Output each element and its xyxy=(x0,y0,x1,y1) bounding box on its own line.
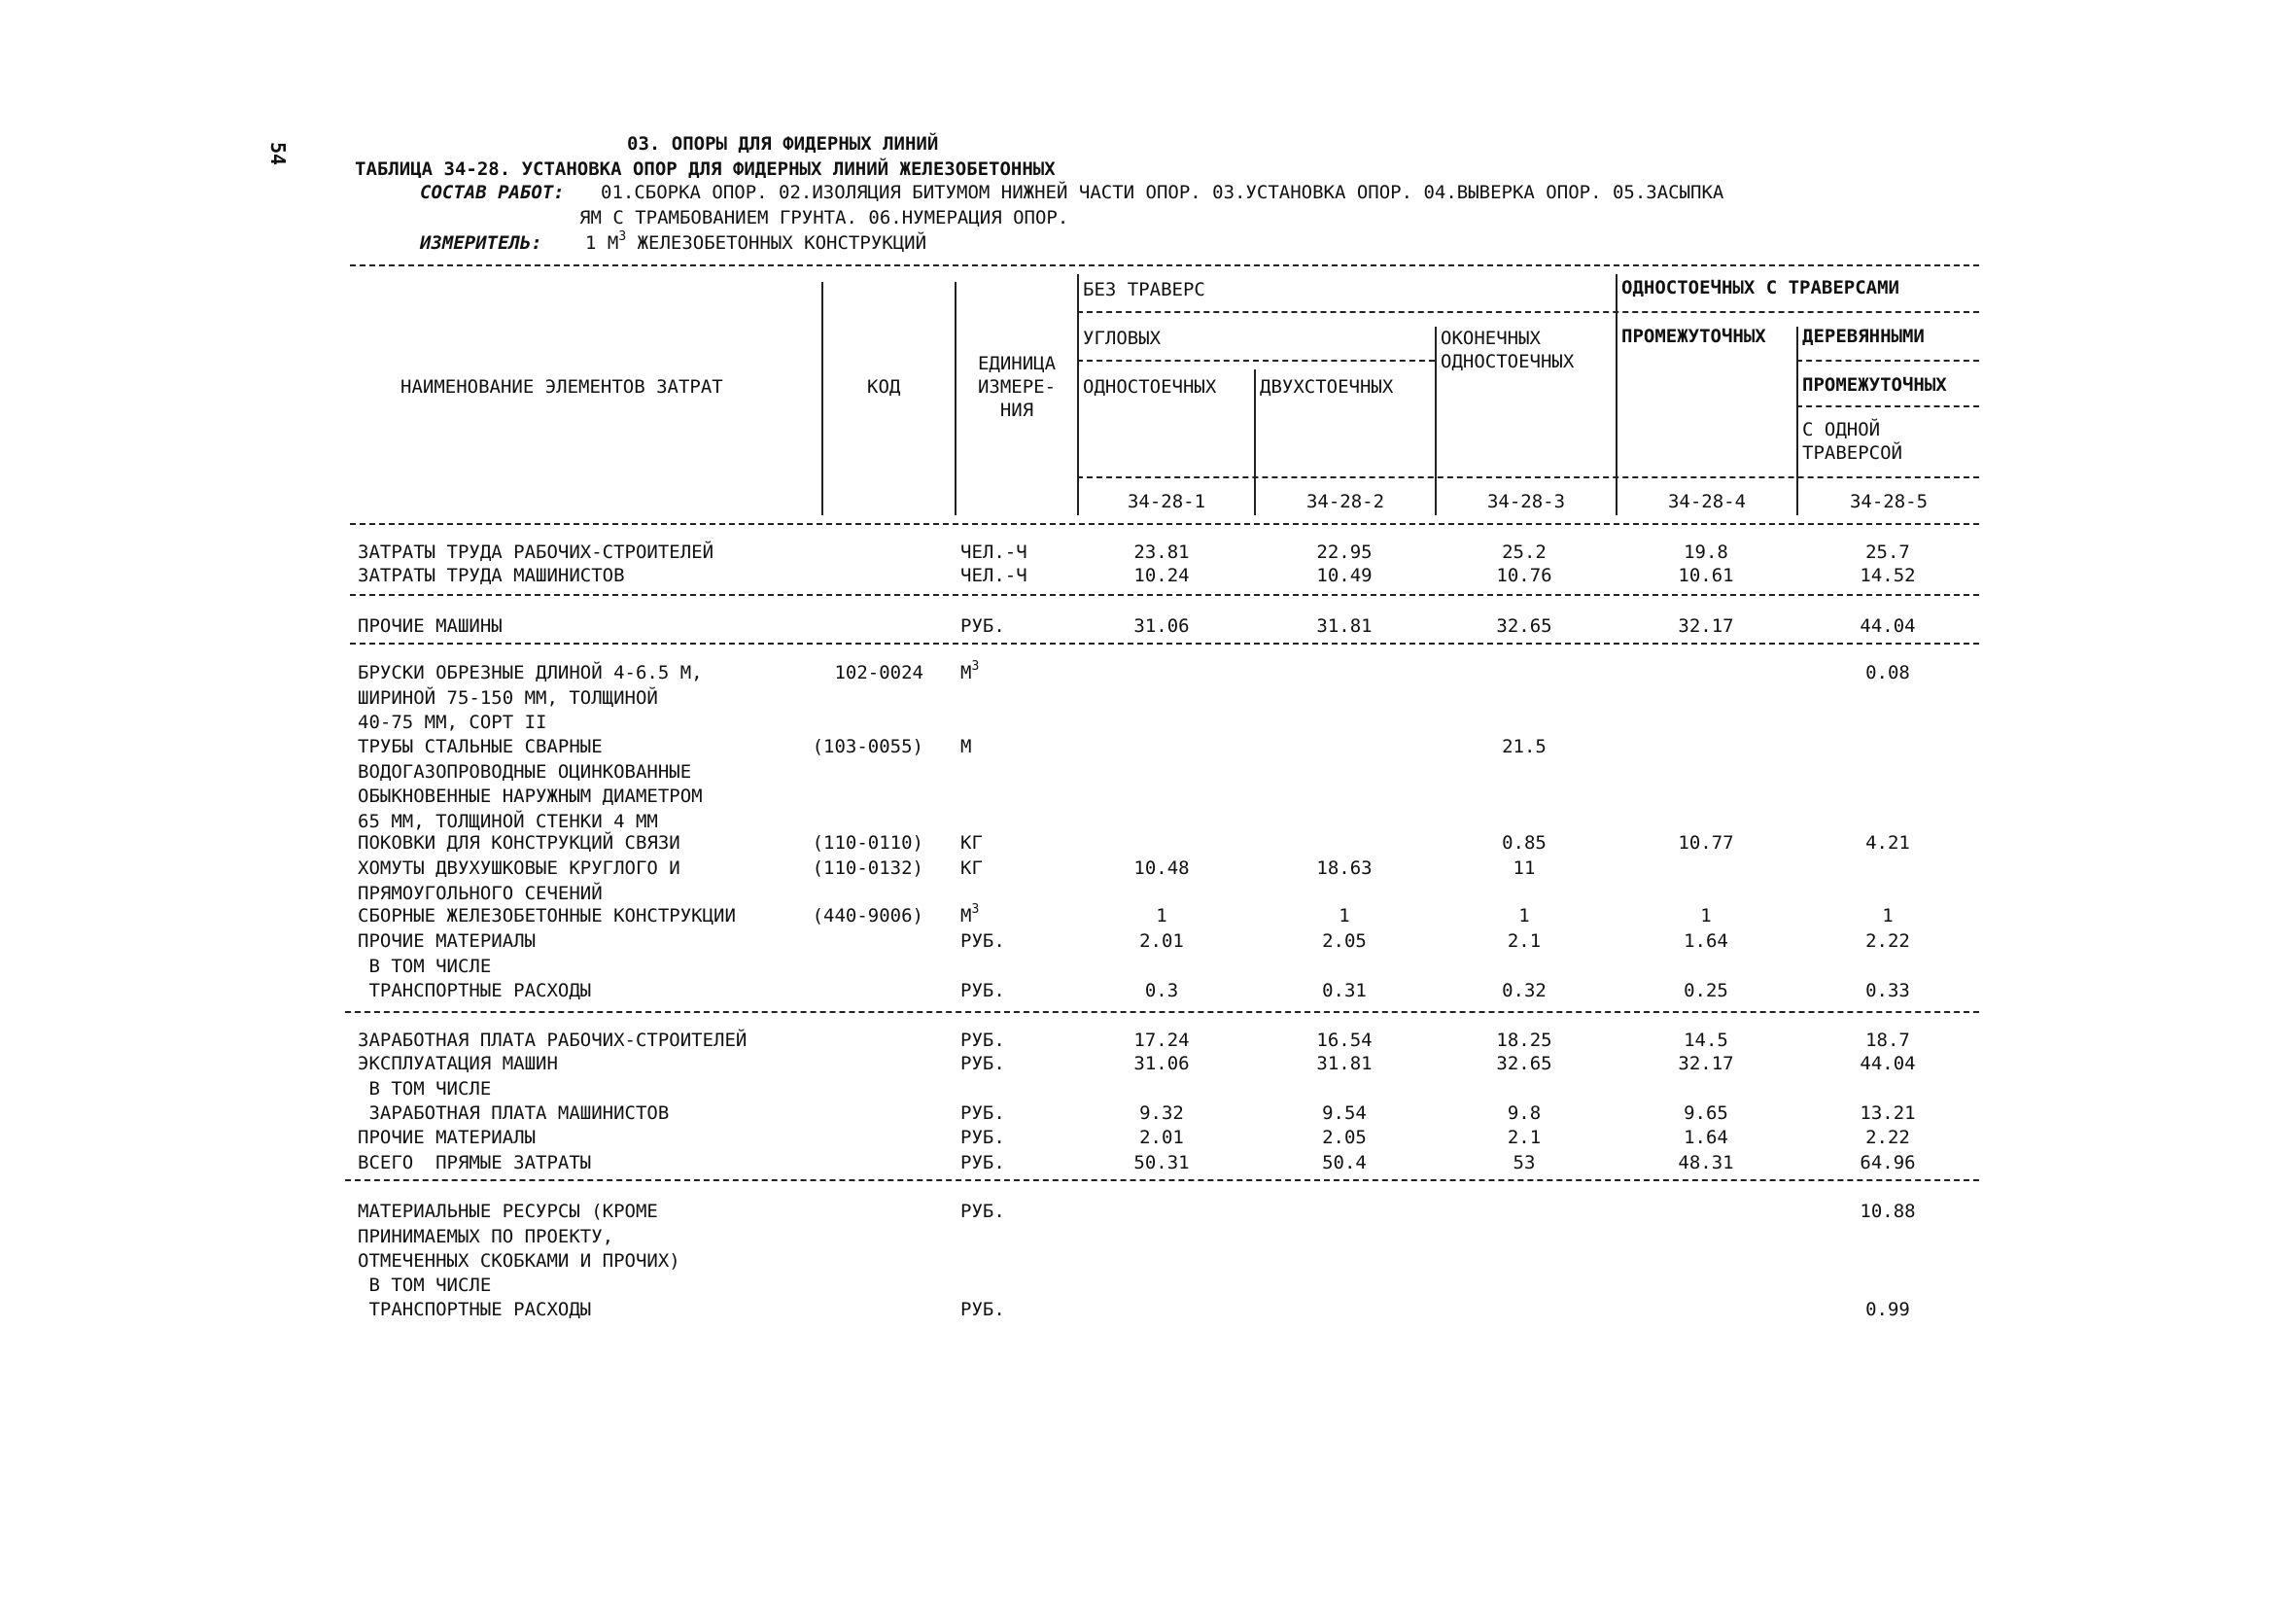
section-title: 03. ОПОРЫ ДЛЯ ФИДЕРНЫХ ЛИНИЙ xyxy=(627,133,939,155)
cost-item-name: ПРОЧИЕ МАТЕРИАЛЫ xyxy=(358,930,537,952)
cost-value: 25.2 xyxy=(1502,542,1547,563)
cost-value: 2.05 xyxy=(1322,930,1367,952)
table-top-rule xyxy=(350,264,1979,266)
cost-value: 1.64 xyxy=(1684,930,1728,952)
cost-value: 10.48 xyxy=(1133,857,1190,879)
cost-value: 50.31 xyxy=(1133,1152,1190,1173)
cost-item-name: ЭКСПЛУАТАЦИЯ МАШИН xyxy=(358,1053,558,1074)
table-title: ТАБЛИЦА 34-28. УСТАНОВКА ОПОР ДЛЯ ФИДЕРНЫХ ЛИНИЙ ЖЕЛЕЗОБЕТОННЫХ xyxy=(355,158,1056,180)
cost-value: 32.65 xyxy=(1496,1053,1552,1074)
header-one-traverse-2: ТРАВЕРСОЙ xyxy=(1802,442,1902,464)
cost-item-unit: РУБ. xyxy=(960,1201,1005,1222)
cost-item-name: ОБЫКНОВЕННЫЕ НАРУЖНЫМ ДИАМЕТРОМ xyxy=(358,786,703,807)
header-bottom-rule xyxy=(350,523,1979,525)
cost-item-unit: РУБ. xyxy=(960,1102,1005,1124)
cost-value: 31.06 xyxy=(1133,1053,1190,1074)
header-unit-col-3: НИЯ xyxy=(999,400,1034,421)
header-unit-col-2: ИЗМЕРЕ- xyxy=(977,376,1057,398)
cost-value: 31.81 xyxy=(1316,1053,1373,1074)
cost-value: 0.85 xyxy=(1502,832,1547,854)
cost-value: 16.54 xyxy=(1316,1030,1373,1051)
col-divider-code xyxy=(821,282,823,515)
cost-value: 2.05 xyxy=(1322,1127,1367,1148)
composition-line-1: 01.СБОРКА ОПОР. 02.ИЗОЛЯЦИЯ БИТУМОМ НИЖНЕЙ ЧАСТИ ОПОР. 03.УСТАНОВКА ОПОР. 04.ВЫВЕРКА ОПОР. 05.ЗАСЫПКА xyxy=(601,182,1724,203)
col-divider-unit xyxy=(955,282,957,515)
header-intermediate: ПРОМЕЖУТОЧНЫХ xyxy=(1621,326,1766,347)
cost-value: 0.25 xyxy=(1684,980,1728,1001)
cost-item-name: 40-75 ММ, СОРТ II xyxy=(358,712,547,733)
cost-item-unit: М xyxy=(960,736,972,757)
cost-value: 14.5 xyxy=(1684,1030,1728,1051)
cost-item-name: В ТОМ ЧИСЛЕ xyxy=(358,1078,492,1100)
header-end-2: ОДНОСТОЕЧНЫХ xyxy=(1441,351,1575,372)
cost-value: 10.77 xyxy=(1678,832,1734,854)
column-code: 34-28-3 xyxy=(1486,491,1566,512)
cost-item-unit: РУБ. xyxy=(960,1030,1005,1051)
cost-value: 19.8 xyxy=(1684,542,1728,563)
cost-value: 2.22 xyxy=(1865,1127,1910,1148)
group-rule xyxy=(1077,311,1979,313)
header-code-col: КОД xyxy=(867,376,901,398)
cost-item-name: ПРИНИМАЕМЫХ ПО ПРОЕКТУ, xyxy=(358,1225,614,1247)
header-angular: УГЛОВЫХ xyxy=(1083,328,1162,349)
cost-value: 2.22 xyxy=(1865,930,1910,952)
cost-value: 50.4 xyxy=(1322,1152,1367,1173)
cost-item-unit: РУБ. xyxy=(960,615,1005,637)
cost-value: 9.8 xyxy=(1507,1102,1542,1124)
cost-value: 32.17 xyxy=(1678,615,1734,637)
header-wooden: ДЕРЕВЯННЫМИ xyxy=(1802,326,1925,347)
cost-item-name: МАТЕРИАЛЬНЫЕ РЕСУРСЫ (КРОМЕ xyxy=(358,1201,658,1222)
cost-value: 1 xyxy=(1700,905,1712,926)
column-code: 34-28-5 xyxy=(1849,491,1929,512)
cost-item-name: 65 ММ, ТОЛЩИНОЙ СТЕНКИ 4 ММ xyxy=(358,810,658,832)
section-rule xyxy=(350,643,1979,645)
cost-value: 31.06 xyxy=(1133,615,1190,637)
wooden-rule xyxy=(1796,360,1979,362)
cost-value: 2.01 xyxy=(1139,930,1184,952)
cost-value: 1 xyxy=(1339,905,1350,926)
cost-value: 17.24 xyxy=(1133,1030,1190,1051)
cost-item-name: ПРОЧИЕ МАТЕРИАЛЫ xyxy=(358,1127,537,1148)
cost-item-name: ЗАТРАТЫ ТРУДА МАШИНИСТОВ xyxy=(358,565,625,586)
cost-value: 13.21 xyxy=(1860,1102,1916,1124)
codes-rule xyxy=(1077,476,1979,478)
cost-value: 0.99 xyxy=(1865,1299,1910,1320)
cost-item-unit: РУБ. xyxy=(960,1152,1005,1173)
cost-value: 48.31 xyxy=(1678,1152,1734,1173)
cost-item-unit-visual: $М^3$ xyxy=(960,658,980,683)
cost-item-unit: РУБ. xyxy=(960,930,1005,952)
meter-label: ИЗМЕРИТЕЛЬ: xyxy=(420,232,542,254)
cost-item-name: ШИРИНОЙ 75-150 ММ, ТОЛЩИНОЙ xyxy=(358,686,658,709)
cost-item-code: 102-0024 xyxy=(834,662,923,683)
page-number: 54 xyxy=(266,142,290,166)
cost-value: 11 xyxy=(1513,857,1536,879)
cost-item-name: БРУСКИ ОБРЕЗНЫЕ ДЛИНОЙ 4-6.5 М, xyxy=(358,662,703,683)
cost-value: 18.63 xyxy=(1316,857,1373,879)
cost-item-name: ПОКОВКИ ДЛЯ КОНСТРУКЦИЙ СВЯЗИ xyxy=(358,832,680,854)
cost-value: 25.7 xyxy=(1865,542,1910,563)
cost-item-name: ЗАТРАТЫ ТРУДА РАБОЧИХ-СТРОИТЕЛЕЙ xyxy=(358,542,714,563)
cost-value: 64.96 xyxy=(1860,1152,1916,1173)
cost-item-name: ТРАНСПОРТНЫЕ РАСХОДЫ xyxy=(358,1299,592,1320)
cost-item-code: (110-0110) xyxy=(812,832,923,854)
col-divider-v4 xyxy=(1796,327,1798,515)
cost-value: 14.52 xyxy=(1860,565,1916,586)
cost-value: 1 xyxy=(1882,905,1894,926)
header-name-col: НАИМЕНОВАНИЕ ЭЛЕМЕНТОВ ЗАТРАТ xyxy=(400,376,723,398)
section-rule xyxy=(350,594,1979,596)
cost-value: 23.81 xyxy=(1133,542,1190,563)
cost-item-name: ВСЕГО ПРЯМЫЕ ЗАТРАТЫ xyxy=(358,1152,592,1173)
cost-value: 32.65 xyxy=(1496,615,1552,637)
cost-item-name: ТРУБЫ СТАЛЬНЫЕ СВАРНЫЕ xyxy=(358,736,603,757)
cost-item-unit: РУБ. xyxy=(960,1299,1005,1320)
cost-value: 10.49 xyxy=(1316,565,1373,586)
cost-value: 10.88 xyxy=(1860,1201,1916,1222)
cost-value: 22.95 xyxy=(1316,542,1373,563)
cost-item-unit: ЧЕЛ.-Ч xyxy=(960,565,1027,586)
composition-line-2: ЯМ С ТРАМБОВАНИЕМ ГРУНТА. 06.НУМЕРАЦИЯ ОПОР. xyxy=(579,207,1069,228)
cost-item-code: (110-0132) xyxy=(812,857,923,879)
header-intermediate-2: ПРОМЕЖУТОЧНЫХ xyxy=(1802,374,1947,396)
cost-value: 31.81 xyxy=(1316,615,1373,637)
section-rule xyxy=(345,1011,1979,1013)
cost-value: 21.5 xyxy=(1502,736,1547,757)
cost-item-name: В ТОМ ЧИСЛЕ xyxy=(358,956,492,977)
cost-item-unit-visual: $М^3$ xyxy=(960,901,980,926)
cost-value: 2.1 xyxy=(1507,1127,1542,1148)
cost-value: 18.25 xyxy=(1496,1030,1552,1051)
header-one-traverse-1: С ОДНОЙ xyxy=(1802,419,1881,440)
header-end-1: ОКОНЕЧНЫХ xyxy=(1441,328,1541,349)
cost-item-unit: ЧЕЛ.-Ч xyxy=(960,542,1027,563)
column-code: 34-28-4 xyxy=(1667,491,1747,512)
cost-value: 9.54 xyxy=(1322,1102,1367,1124)
col-divider-values xyxy=(1077,274,1079,515)
cost-item-unit: РУБ. xyxy=(960,1053,1005,1074)
header-double-post: ДВУХСТОЕЧНЫХ xyxy=(1260,376,1394,398)
cost-value: 1 xyxy=(1156,905,1167,926)
cost-value: 44.04 xyxy=(1860,615,1916,637)
cost-item-name: ПРОЧИЕ МАШИНЫ xyxy=(358,615,503,637)
header-single-traverse: ОДНОСТОЕЧНЫХ С ТРАВЕРСАМИ xyxy=(1621,277,1899,298)
cost-item-name: ВОДОГАЗОПРОВОДНЫЕ ОЦИНКОВАННЫЕ xyxy=(358,760,692,783)
column-code: 34-28-2 xyxy=(1305,491,1385,512)
header-unit-col-1: ЕДИНИЦА xyxy=(977,353,1057,374)
cost-item-name: ТРАНСПОРТНЫЕ РАСХОДЫ xyxy=(358,980,592,1001)
cost-value: 0.31 xyxy=(1322,980,1367,1001)
cost-value: 10.24 xyxy=(1133,565,1190,586)
cost-item-code: (440-9006) xyxy=(812,905,923,926)
cost-item-name: В ТОМ ЧИСЛЕ xyxy=(358,1275,492,1296)
header-single-post: ОДНОСТОЕЧНЫХ xyxy=(1083,376,1217,398)
cost-item-name: СБОРНЫЕ ЖЕЛЕЗОБЕТОННЫЕ КОНСТРУКЦИИ xyxy=(358,905,736,926)
cost-value: 2.1 xyxy=(1507,930,1542,952)
cost-value: 0.32 xyxy=(1502,980,1547,1001)
column-code: 34-28-1 xyxy=(1127,491,1206,512)
cost-item-unit: РУБ. xyxy=(960,1127,1005,1148)
cost-item-unit: КГ xyxy=(960,832,983,854)
cost-value: 10.76 xyxy=(1496,565,1552,586)
cost-value: 44.04 xyxy=(1860,1053,1916,1074)
cost-value: 9.65 xyxy=(1684,1102,1728,1124)
cost-item-unit: РУБ. xyxy=(960,980,1005,1001)
cost-value: 0.33 xyxy=(1865,980,1910,1001)
cost-value: 0.3 xyxy=(1144,980,1179,1001)
cost-value: 53 xyxy=(1513,1152,1536,1173)
header-no-traverse: БЕЗ ТРАВЕРС xyxy=(1083,279,1205,300)
cost-value: 10.61 xyxy=(1678,565,1734,586)
cost-item-name: ХОМУТЫ ДВУХУШКОВЫЕ КРУГЛОГО И xyxy=(358,857,680,879)
meter-value: 1 $М^3$ ЖЕЛЕЗОБЕТОННЫХ КОНСТРУКЦИЙ xyxy=(585,228,927,254)
cost-value: 1.64 xyxy=(1684,1127,1728,1148)
angular-rule xyxy=(1077,360,1435,362)
cost-value: 0.08 xyxy=(1865,662,1910,683)
section-rule xyxy=(345,1179,1979,1181)
col-divider-v3 xyxy=(1616,274,1618,515)
cost-value: 32.17 xyxy=(1678,1053,1734,1074)
cost-value: 9.32 xyxy=(1139,1102,1184,1124)
cost-value: 4.21 xyxy=(1865,832,1910,854)
cost-item-name: ПРЯМОУГОЛЬНОГО СЕЧЕНИЙ xyxy=(358,882,603,904)
cost-item-name: ОТМЕЧЕННЫХ СКОБКАМИ И ПРОЧИХ) xyxy=(358,1250,680,1272)
cost-item-name: ЗАРАБОТНАЯ ПЛАТА РАБОЧИХ-СТРОИТЕЛЕЙ xyxy=(358,1030,748,1051)
cost-item-name: ЗАРАБОТНАЯ ПЛАТА МАШИНИСТОВ xyxy=(358,1102,670,1124)
wooden-rule-2 xyxy=(1796,405,1979,407)
col-divider-v2 xyxy=(1435,327,1437,515)
composition-label: СОСТАВ РАБОТ: xyxy=(420,182,565,203)
cost-value: 2.01 xyxy=(1139,1127,1184,1148)
cost-item-code: (103-0055) xyxy=(812,736,923,757)
cost-item-unit: КГ xyxy=(960,857,983,879)
cost-value: 18.7 xyxy=(1865,1030,1910,1051)
cost-value: 1 xyxy=(1518,905,1530,926)
